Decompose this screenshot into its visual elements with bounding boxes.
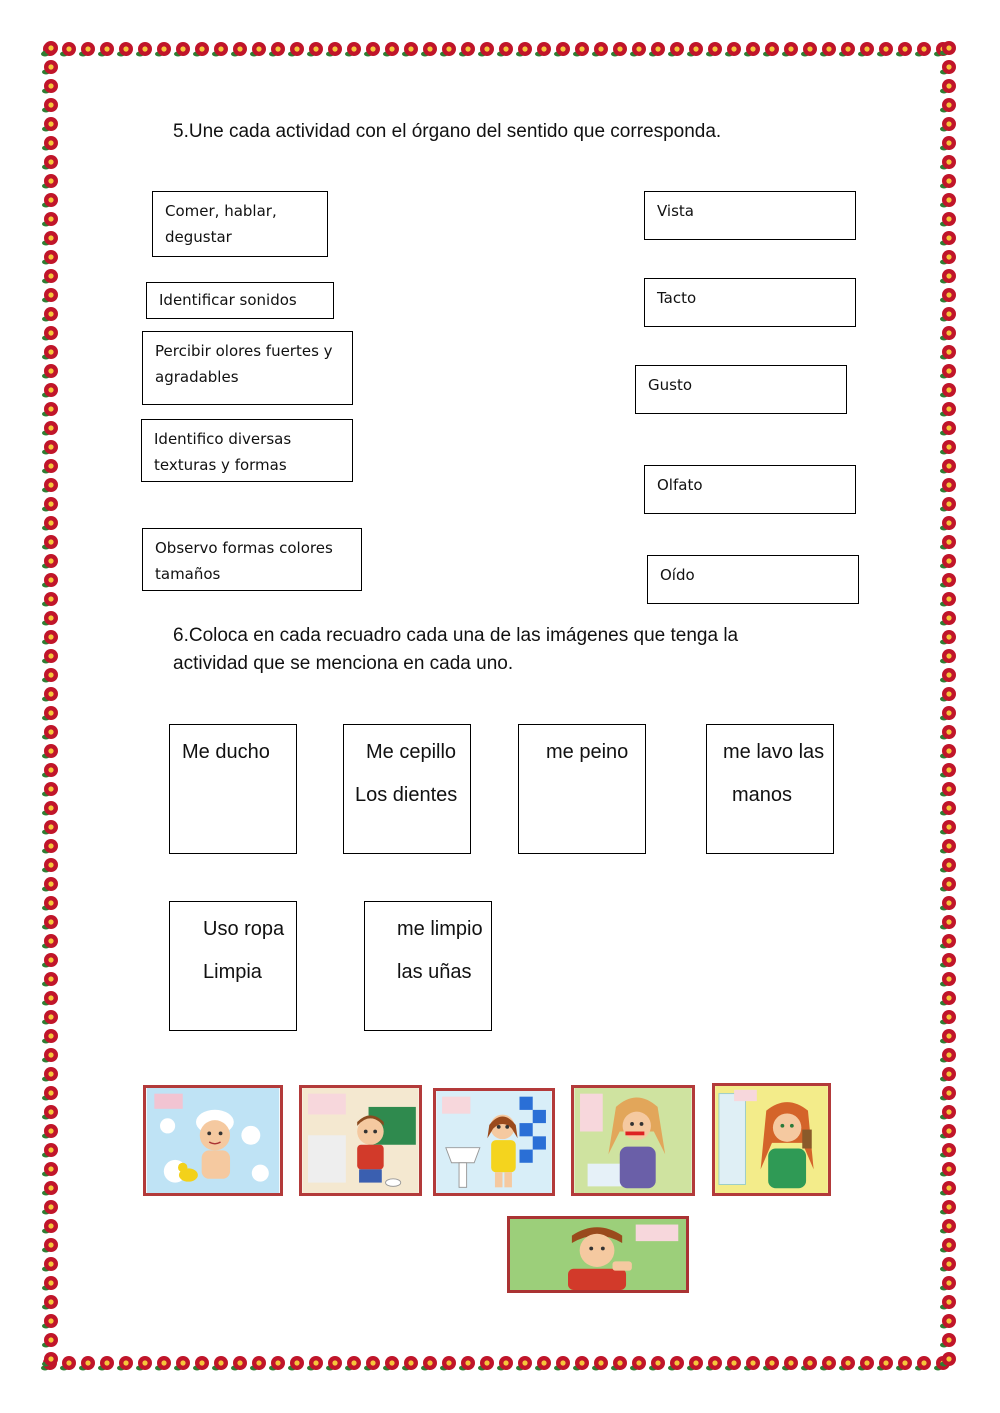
flower-icon (42, 782, 58, 797)
flower-icon (592, 1356, 608, 1371)
sense-box-gusto[interactable] (635, 365, 847, 414)
girl-brushing-teeth-illustration[interactable] (571, 1085, 695, 1196)
flower-icon (877, 1356, 893, 1371)
flower-icon (940, 820, 956, 835)
flower-icon (307, 1356, 323, 1371)
flower-icon (744, 1356, 760, 1371)
flower-icon (42, 1314, 58, 1329)
flower-icon (940, 269, 956, 284)
flower-icon (877, 42, 893, 57)
flower-icon (42, 478, 58, 493)
girl-brushing-teeth-icon (574, 1088, 692, 1193)
flower-icon (155, 1356, 171, 1371)
flower-icon (940, 155, 956, 170)
flower-icon (940, 972, 956, 987)
answer-box-me-limpio[interactable] (364, 901, 492, 1031)
flower-icon (940, 117, 956, 132)
flower-icon (940, 497, 956, 512)
flower-icon (896, 42, 912, 57)
flower-icon (42, 1333, 58, 1348)
flower-icon (345, 1356, 361, 1371)
flower-icon (42, 41, 58, 56)
child-washing-hands-illustration[interactable] (433, 1088, 555, 1196)
flower-icon (79, 1356, 95, 1371)
flower-icon (42, 402, 58, 417)
flower-icon (42, 193, 58, 208)
flower-icon (42, 117, 58, 132)
flower-icon (42, 440, 58, 455)
flower-icon (940, 41, 956, 56)
flower-icon (940, 193, 956, 208)
flower-icon (940, 877, 956, 892)
flower-icon (940, 1162, 956, 1177)
flower-icon (554, 1356, 570, 1371)
flower-icon (42, 1086, 58, 1101)
flower-icon (940, 1257, 956, 1272)
flower-icon (42, 801, 58, 816)
answer-box-label-line-1: me peino (546, 741, 629, 763)
flower-icon (940, 782, 956, 797)
flower-icon (459, 1356, 475, 1371)
sense-label: Gusto (648, 376, 693, 394)
flower-icon (940, 1010, 956, 1025)
flower-icon (611, 1356, 627, 1371)
flower-border-bottom (40, 1352, 960, 1374)
flower-icon (940, 516, 956, 531)
flower-icon (940, 1333, 956, 1348)
child-cleaning-illustration[interactable] (299, 1085, 422, 1196)
answer-box-me-cepillo[interactable] (343, 724, 471, 854)
flower-icon (42, 915, 58, 930)
flower-icon (42, 1200, 58, 1215)
flower-icon (42, 231, 58, 246)
flower-icon (402, 1356, 418, 1371)
flower-icon (940, 1105, 956, 1120)
flower-icon (940, 1276, 956, 1291)
flower-icon (42, 1219, 58, 1234)
flower-icon (42, 155, 58, 170)
flower-icon (98, 42, 114, 57)
flower-icon (915, 1356, 931, 1371)
flower-icon (516, 1356, 532, 1371)
flower-icon (611, 42, 627, 57)
flower-icon (940, 573, 956, 588)
flower-icon (940, 744, 956, 759)
flower-icon (42, 820, 58, 835)
flower-icon (782, 42, 798, 57)
flower-icon (801, 42, 817, 57)
activity-box-eat[interactable] (152, 191, 328, 257)
answer-box-label-line-1: me limpio (397, 918, 483, 940)
flower-icon (42, 1257, 58, 1272)
activity-box-textures[interactable] (141, 419, 353, 482)
flower-icon (744, 42, 760, 57)
flower-icon (326, 42, 342, 57)
flower-icon (42, 326, 58, 341)
flower-icon (440, 1356, 456, 1371)
flower-icon (940, 915, 956, 930)
flower-icon (364, 42, 380, 57)
flower-icon (940, 858, 956, 873)
flower-icon (231, 42, 247, 57)
flower-icon (42, 1048, 58, 1063)
flower-icon (42, 630, 58, 645)
activity-box-observe[interactable] (142, 528, 362, 591)
flower-border-top (40, 38, 960, 60)
flower-icon (940, 611, 956, 626)
flower-icon (421, 42, 437, 57)
flower-icon (940, 934, 956, 949)
flower-icon (42, 1105, 58, 1120)
flower-icon (516, 42, 532, 57)
flower-icon (250, 1356, 266, 1371)
flower-icon (573, 1356, 589, 1371)
flower-icon (42, 1181, 58, 1196)
flower-icon (136, 42, 152, 57)
flower-icon (421, 1356, 437, 1371)
flower-icon (212, 1356, 228, 1371)
question-6-title-line-2: actividad que se menciona en cada uno. (173, 653, 514, 674)
flower-icon (345, 42, 361, 57)
flower-icon (940, 1314, 956, 1329)
flower-icon (42, 934, 58, 949)
answer-box-label-line-1: Me ducho (182, 741, 270, 763)
flower-icon (42, 79, 58, 94)
flower-icon (940, 212, 956, 227)
answer-box-me-ducho[interactable] (169, 724, 297, 854)
flower-icon (42, 1276, 58, 1291)
sense-label: Olfato (657, 476, 703, 494)
answer-box-me-peino[interactable] (518, 724, 646, 854)
flower-icon (42, 421, 58, 436)
flower-icon (42, 554, 58, 569)
activity-label: Percibir olores fuertes y agradables (155, 342, 333, 386)
flower-icon (782, 1356, 798, 1371)
flower-icon (940, 801, 956, 816)
flower-icon (42, 991, 58, 1006)
flower-icon (940, 991, 956, 1006)
sense-box-tacto[interactable] (644, 278, 856, 327)
flower-icon (98, 1356, 114, 1371)
flower-icon (383, 42, 399, 57)
flower-icon (193, 1356, 209, 1371)
flower-icon (42, 1352, 58, 1367)
flower-icon (42, 497, 58, 512)
flower-icon (940, 364, 956, 379)
sense-box-vista[interactable] (644, 191, 856, 240)
flower-icon (42, 592, 58, 607)
flower-icon (706, 1356, 722, 1371)
sense-box-oido[interactable] (647, 555, 859, 604)
flower-icon (269, 42, 285, 57)
flower-border-right (938, 38, 960, 1374)
sense-label: Tacto (657, 289, 697, 307)
flower-icon (940, 554, 956, 569)
flower-icon (42, 288, 58, 303)
flower-icon (42, 60, 58, 75)
flower-icon (42, 573, 58, 588)
flower-icon (117, 1356, 133, 1371)
activity-box-sounds[interactable] (146, 282, 334, 319)
flower-icon (940, 288, 956, 303)
flower-icon (940, 1219, 956, 1234)
flower-icon (155, 42, 171, 57)
flower-icon (573, 42, 589, 57)
flower-icon (940, 60, 956, 75)
flower-icon (940, 383, 956, 398)
flower-icon (535, 42, 551, 57)
question-5-title: 5.Une cada actividad con el órgano del sentido que corresponda. (173, 121, 722, 142)
question-6-title (173, 622, 738, 678)
flower-icon (940, 896, 956, 911)
flower-icon (940, 725, 956, 740)
child-cleaning-icon (302, 1088, 419, 1193)
flower-icon (42, 839, 58, 854)
boy-cleaning-nails-illustration[interactable] (507, 1216, 689, 1293)
flower-icon (117, 42, 133, 57)
flower-icon (915, 42, 931, 57)
flower-icon (364, 1356, 380, 1371)
child-showering-icon (146, 1088, 280, 1193)
sense-label: Oído (660, 566, 695, 584)
flower-icon (839, 1356, 855, 1371)
flower-icon (725, 42, 741, 57)
flower-icon (725, 1356, 741, 1371)
flower-icon (212, 42, 228, 57)
flower-icon (42, 269, 58, 284)
flower-icon (940, 535, 956, 550)
flower-icon (497, 1356, 513, 1371)
flower-icon (940, 953, 956, 968)
flower-icon (42, 1238, 58, 1253)
flower-border-left (40, 38, 62, 1374)
answer-box-label-line-2: las uñas (397, 961, 472, 983)
flower-icon (940, 402, 956, 417)
flower-icon (42, 459, 58, 474)
question-6-title-line-1: 6.Coloca en cada recuadro cada una de las imágenes que tenga la (173, 625, 739, 646)
answer-box-label-line-1: Uso ropa (203, 918, 285, 940)
flower-icon (801, 1356, 817, 1371)
flower-icon (42, 877, 58, 892)
flower-icon (42, 687, 58, 702)
girl-combing-hair-icon (715, 1086, 828, 1193)
flower-icon (383, 1356, 399, 1371)
flower-icon (42, 668, 58, 683)
flower-icon (288, 1356, 304, 1371)
flower-icon (940, 630, 956, 645)
flower-icon (687, 42, 703, 57)
flower-icon (440, 42, 456, 57)
flower-icon (326, 1356, 342, 1371)
flower-icon (42, 725, 58, 740)
flower-icon (940, 1181, 956, 1196)
flower-icon (940, 79, 956, 94)
flower-icon (136, 1356, 152, 1371)
flower-icon (940, 1295, 956, 1310)
flower-icon (42, 1067, 58, 1082)
flower-icon (940, 839, 956, 854)
flower-icon (42, 1295, 58, 1310)
answer-box-label-line-2: Limpia (203, 961, 262, 983)
flower-icon (42, 896, 58, 911)
flower-icon (554, 42, 570, 57)
flower-icon (820, 42, 836, 57)
flower-icon (42, 136, 58, 151)
flower-icon (42, 98, 58, 113)
flower-icon (940, 706, 956, 721)
flower-icon (42, 383, 58, 398)
flower-icon (940, 649, 956, 664)
flower-icon (649, 1356, 665, 1371)
flower-icon (940, 231, 956, 246)
child-showering-illustration[interactable] (143, 1085, 283, 1196)
answer-box-label-line-1: Me cepillo (366, 741, 457, 763)
flower-icon (940, 687, 956, 702)
flower-icon (940, 1048, 956, 1063)
activity-box-smell[interactable] (142, 331, 353, 405)
sense-box-olfato[interactable] (644, 465, 856, 514)
flower-icon (42, 763, 58, 778)
flower-icon (940, 1086, 956, 1101)
flower-icon (535, 1356, 551, 1371)
flower-icon (42, 706, 58, 721)
activity-label: Identifico diversas texturas y formas (154, 430, 292, 474)
flower-icon (940, 763, 956, 778)
flower-icon (42, 364, 58, 379)
answer-box-uso-ropa[interactable] (169, 901, 297, 1031)
flower-icon (42, 1143, 58, 1158)
flower-icon (940, 345, 956, 360)
activity-label: Comer, hablar, degustar (165, 202, 277, 246)
flower-icon (940, 1200, 956, 1215)
flower-icon (630, 42, 646, 57)
flower-icon (940, 174, 956, 189)
flower-icon (42, 858, 58, 873)
flower-icon (896, 1356, 912, 1371)
flower-icon (820, 1356, 836, 1371)
flower-icon (42, 345, 58, 360)
flower-icon (706, 42, 722, 57)
flower-icon (940, 478, 956, 493)
flower-icon (60, 1356, 76, 1371)
flower-icon (940, 250, 956, 265)
flower-icon (630, 1356, 646, 1371)
flower-icon (668, 42, 684, 57)
flower-icon (42, 611, 58, 626)
flower-icon (174, 1356, 190, 1371)
flower-icon (940, 440, 956, 455)
sense-label: Vista (657, 202, 694, 220)
flower-icon (763, 1356, 779, 1371)
flower-icon (459, 42, 475, 57)
activity-label: Observo formas colores tamaños (155, 539, 333, 583)
activity-label: Identificar sonidos (159, 291, 297, 309)
flower-icon (940, 421, 956, 436)
flower-icon (60, 42, 76, 57)
flower-icon (940, 1124, 956, 1139)
answer-box-label-line-1: me lavo las (723, 741, 825, 763)
flower-icon (42, 535, 58, 550)
flower-icon (79, 42, 95, 57)
flower-icon (42, 1162, 58, 1177)
flower-icon (42, 1124, 58, 1139)
flower-icon (42, 1029, 58, 1044)
flower-icon (940, 1238, 956, 1253)
flower-icon (231, 1356, 247, 1371)
flower-icon (940, 326, 956, 341)
flower-icon (668, 1356, 684, 1371)
flower-icon (649, 42, 665, 57)
flower-icon (478, 42, 494, 57)
flower-icon (940, 98, 956, 113)
girl-combing-hair-illustration[interactable] (712, 1083, 831, 1196)
flower-icon (42, 1010, 58, 1025)
flower-icon (940, 307, 956, 322)
flower-icon (288, 42, 304, 57)
flower-icon (174, 42, 190, 57)
flower-icon (250, 42, 266, 57)
child-washing-hands-icon (436, 1091, 552, 1193)
flower-icon (940, 459, 956, 474)
flower-icon (940, 136, 956, 151)
flower-icon (592, 42, 608, 57)
flower-icon (42, 744, 58, 759)
flower-icon (940, 1143, 956, 1158)
answer-box-label-line-2: manos (732, 784, 793, 806)
flower-icon (940, 1352, 956, 1367)
flower-icon (858, 42, 874, 57)
flower-icon (42, 649, 58, 664)
flower-icon (763, 42, 779, 57)
flower-icon (193, 42, 209, 57)
answer-box-me-lavo[interactable] (706, 724, 834, 854)
boy-cleaning-nails-icon (510, 1219, 686, 1290)
flower-icon (478, 1356, 494, 1371)
flower-icon (940, 592, 956, 607)
flower-icon (42, 953, 58, 968)
flower-icon (940, 1029, 956, 1044)
flower-icon (42, 174, 58, 189)
flower-icon (269, 1356, 285, 1371)
answer-box-label-line-2: Los dientes (355, 784, 458, 806)
flower-icon (497, 42, 513, 57)
flower-icon (402, 42, 418, 57)
flower-icon (687, 1356, 703, 1371)
flower-icon (940, 1067, 956, 1082)
flower-icon (307, 42, 323, 57)
flower-icon (858, 1356, 874, 1371)
flower-icon (940, 668, 956, 683)
flower-icon (42, 212, 58, 227)
flower-icon (839, 42, 855, 57)
flower-icon (42, 307, 58, 322)
flower-icon (42, 250, 58, 265)
flower-icon (42, 972, 58, 987)
flower-icon (42, 516, 58, 531)
